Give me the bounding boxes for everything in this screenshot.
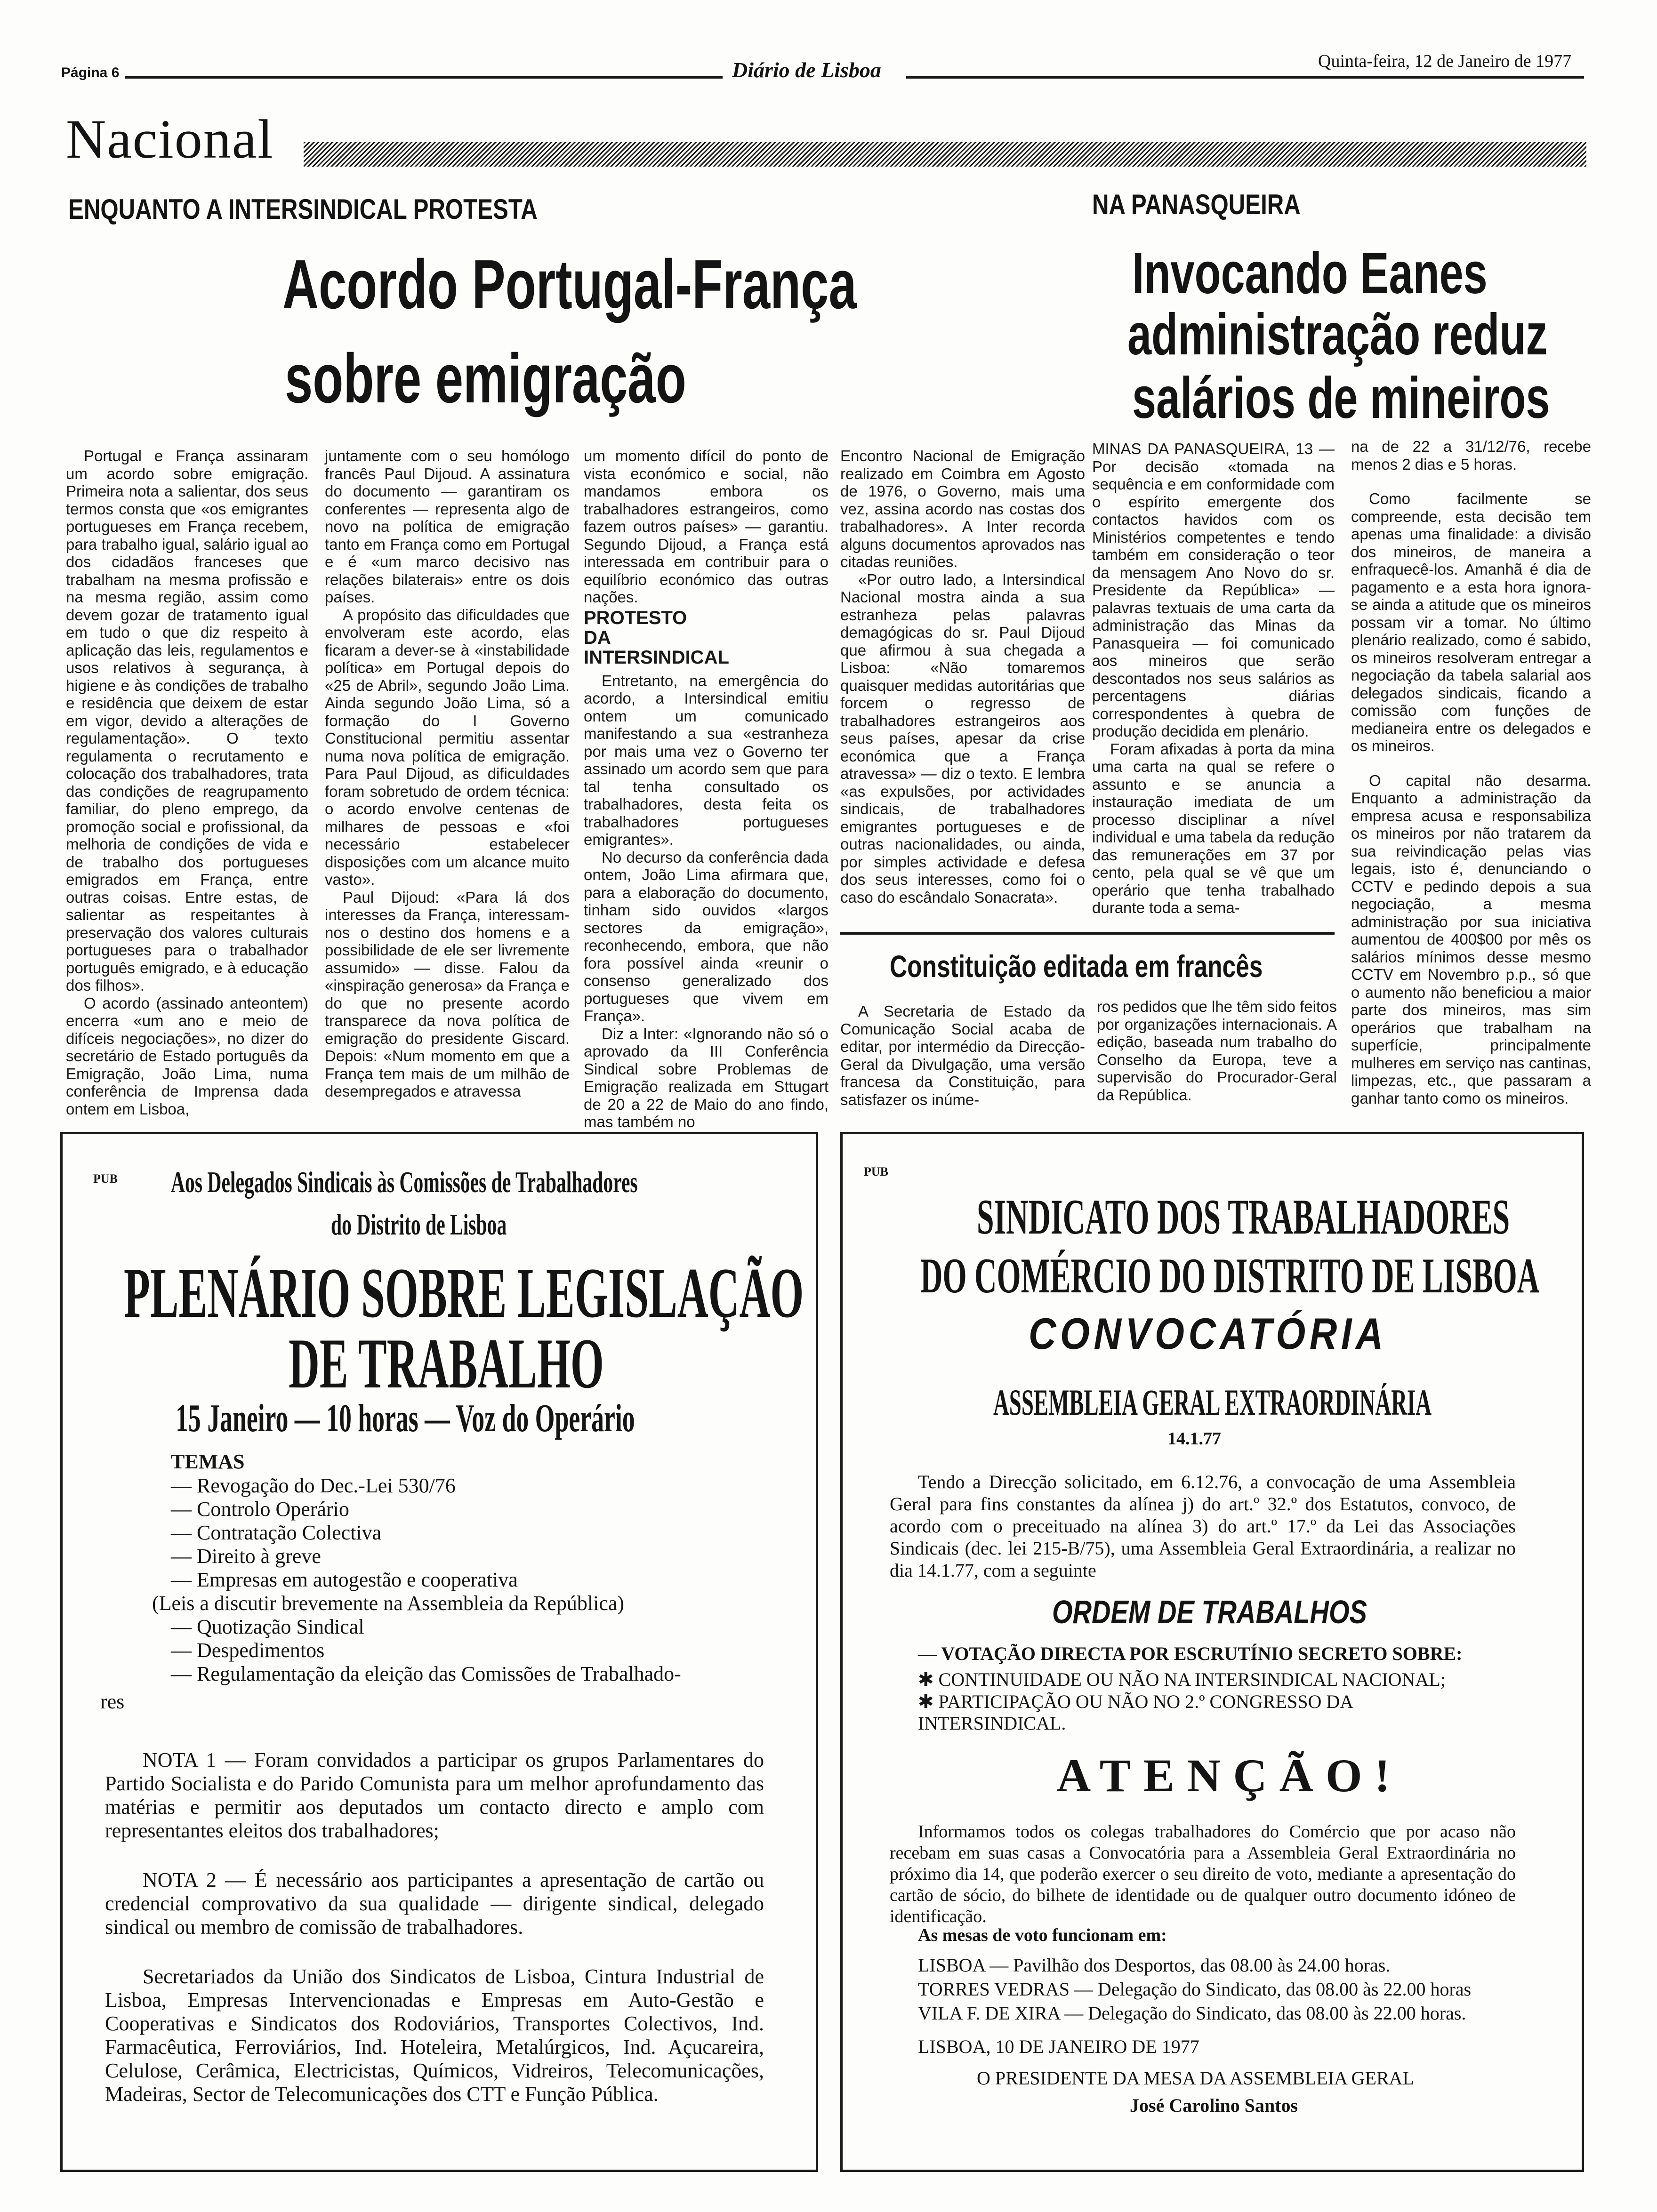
article-2-paragraph: na de 22 a 31/12/76, recebe menos 2 dias e 5 horas. <box>1351 438 1591 473</box>
right-ad-title-line1: SINDICATO DOS TRABALHADORES <box>977 1189 1510 1244</box>
article-3-column-2 <box>1097 998 1337 1104</box>
article-1-paragraph: juntamente com o seu homólogo francês Paul Dijoud. A assinatura do documento — garantiram os conferentes — representa algo de novo na política de emigração tanto em França como em Portugal e é «um marco decisivo nas relações bilaterais» entre os dois países. <box>325 447 570 606</box>
left-ad-when: 15 Janeiro — 10 horas — Voz do Operário <box>176 1396 635 1440</box>
article-2-paragraph: Foram afixadas à porta da mina uma carta na qual se refere o assunto e se anuncia a instauração imediata de um processo disciplinar a nível individual e uma tabela da redução das remunerações em 37 por cento, pela qual se vê que um operário que tenha trabalhado durante toda a sema- <box>1092 740 1335 916</box>
right-ad-place-date: LISBOA, 10 DE JANEIRO DE 1977 <box>918 2036 1199 2057</box>
right-ad-convocatoria: CONVOCATÓRIA <box>1029 1309 1387 1358</box>
masthead: Diário de Lisboa <box>732 58 881 82</box>
left-ad-tema: — Regulamentação da eleição das Comissões de Trabalhado- <box>171 1662 681 1685</box>
article-1-paragraph: Paul Dijoud: «Para lá dos interesses da França, interessam-nos o destino dos homens e a possibilidade de ele ser livremente assumido» — disse. Falou da «inspiração generosa» da França e do que no presente acordo transparece da nova política de emigração do presidente Giscard. Depois: «Num momento em que a França tem mais de um milhão de desempregados e atravessa <box>325 888 570 1100</box>
left-ad-tema: — Quotização Sindical <box>171 1615 364 1638</box>
right-ad-item-2: ✱ PARTICIPAÇÃO OU NÃO NO 2.º CONGRESSO DA INTERSINDICAL. <box>918 1691 1352 1734</box>
article-1-headline-line1: Acordo Portugal-França <box>282 246 857 323</box>
right-ad-signature-name: José Carolino Santos <box>1130 2095 1298 2116</box>
article-3-column-1 <box>840 1002 1085 1108</box>
article-1-paragraph: Entretanto, na emergência do acordo, a Intersindical emitiu ontem um comunicado manifestando a sua «estranheza por mais uma vez o Governo ter assinado um acordo sem que para tal tenha consultado os trabalhadores, desta feita os trabalhadores portugueses emigrantes». <box>584 672 828 848</box>
article-1-paragraph: O acordo (assinado anteontem) encerra «um ano e meio de difíceis negociações», no dizer do secretário de Estado português da Emigração, João Lima, numa conferência de Imprensa dada ontem em Lisboa, <box>66 994 308 1118</box>
left-ad-line2: do Distrito de Lisboa <box>331 1208 507 1241</box>
left-ad-title-line1: PLENÁRIO SOBRE LEGISLAÇÃO <box>124 1253 804 1332</box>
right-ad-mesas-list <box>918 1953 1471 2025</box>
article-1-column-2 <box>325 447 570 1100</box>
left-ad-tema: (Leis a discutir brevemente na Assembleia da República) <box>152 1592 625 1615</box>
right-ad-date: 14.1.77 <box>1167 1429 1221 1449</box>
left-ad-tema: — Despedimentos <box>171 1639 325 1662</box>
right-ad-pub-label: PUB <box>864 1165 888 1178</box>
left-ad-nota-1: NOTA 1 — Foram convidados a participar os grupos Parlamentares do Partido Socialista e do Parido Comunista para um melhor aprofundamento das matérias e permitir aos deputados um contacto directo e amplo com representantes eleitos dos trabalhadores; <box>105 1748 764 1842</box>
article-1-column-4 <box>840 447 1085 906</box>
article-2-paragraph: MINAS DA PANASQUEIRA, 13 — Por decisão «tomada na sequência e em conformidade com o espírito emergente dos contactos havidos com os Ministérios competentes e tendo também em consideração o teor da mensagem Ano Novo do sr. Presidente da República» — palavras textuais de uma carta da administração das Minas da Panasqueira — foi comunicado aos mineiros que serão descontados nos seus salários as percentagens diárias correspondentes à quebra de produção decidida em plenário. <box>1092 440 1335 740</box>
right-ad-intro: Tendo a Direcção solicitado, em 6.12.76, a convocação de uma Assembleia Geral para fins constantes da alínea j) do art.º 32.º dos Estatutos, convoco, de acordo com o preceituado na alínea 3) do art.º 17.º da Lei das Associações Sindicais (dec. lei 215-B/75), uma Assembleia Geral Extraordinária, a realizar no dia 14.1.77, com a seguinte <box>890 1471 1516 1581</box>
article-1-paragraph: um momento difícil do ponto de vista económico e social, não mandamos embora os trabalhadores estrangeiros, como fazem outros países» — garantiu. Segundo Dijoud, a França está interessada em contribuir para o equilíbrio económico das outras nações. <box>584 447 828 606</box>
left-ad-title-line2: DE TRABALHO <box>289 1324 604 1403</box>
right-ad-mesa: TORRES VEDRAS — Delegação do Sindicato, das 08.00 às 22.00 horas <box>918 1979 1472 2000</box>
article-2-paragraph: Como facilmente se compreende, esta decisão tem apenas uma finalidade: a divisão dos mineiros, de maneira a enfraquecê-los. Amanhã é dia de pagamento e a esta hora ignora-se ainda a atitude que os mineiros possam vir a tomar. No último plenário realizado, como é sabido, os mineiros resolveram entregar a negociação da tabela salarial aos delegados sindicais, ficando a comissão com funções de medianeira entre os delegados e os mineiros. <box>1351 490 1591 754</box>
right-ad-title-line2: DO COMÉRCIO DO DISTRITO DE LISBOA <box>920 1248 1540 1303</box>
article-2-headline-line1: Invocando Eanes <box>1132 241 1488 306</box>
right-ad-mesa: LISBOA — Pavilhão dos Desportos, das 08.00 às 24.00 horas. <box>918 1955 1391 1976</box>
article-1-paragraph: «Por outro lado, a Intersindical Nacional mostra ainda a sua estranheza pelas palavras demagógicas do sr. Paul Dijoud que afirmou à sua chegada a Lisboa: «Não tomaremos quaisquer medidas autoritárias que forcem o regresso de trabalhadores estrangeiros aos seus países, apesar da crise económica que a França atravessa» — diz o texto. E lembra «as expulsões, por actividades sindicais, de trabalhadores emigrantes portugueses e de outras nacionalidades, ou ainda, por simples actividade e defesa dos seus interesses, como foi o caso do escândalo Sonacrata». <box>840 570 1085 906</box>
right-ad-info: Informamos todos os colegas trabalhadores do Comércio que por acaso não recebam em suas casas a Convocatória para a Assembleia Geral Extraordinária no próximo dia 14, que poderão exercer o seu direito de voto, mediante a apresentação do cartão de sócio, do bilhete de identidade ou de qualquer outro documento idóneo de identificação. <box>890 1822 1516 1926</box>
left-ad-nota-2: NOTA 2 — É necessário aos participantes a apresentação de cartão ou credencial comprovativo da sua qualidade — dirigente sindical, delegado sindical ou membro de comissão de trabalhadores. <box>105 1868 764 1939</box>
article-2-headline-line3: salários de mineiros <box>1132 366 1550 431</box>
left-ad-footer: Secretariados da União dos Sindicatos de Lisboa, Cintura Industrial de Lisboa, Empresas Intervencionadas e Empresas em Auto-Gestão e Cooperativas e Sindicatos dos Rodoviários, Transportes Colectivos, Ind. Farmacêutica, Ferroviários, Ind. Hoteleira, Metalúrgicos, Ind. Açucareira, Celulose, Cerâmica, Electricistas, Químicos, Vidreiros, Telecomunicações, Madeiras, Sector de Telecomunicações dos CTT e Função Pública. <box>105 1965 764 2106</box>
right-ad-signature-title: O PRESIDENTE DA MESA DA ASSEMBLEIA GERAL <box>977 2068 1414 2089</box>
article-2-column-1 <box>1092 440 1335 917</box>
article-1-column-1 <box>66 447 308 1118</box>
article-1-subhead: PROTESTO DA INTERSINDICAL <box>584 607 729 668</box>
article-3-paragraph: A Secretaria de Estado da Comunicação Social acaba de editar, por intermédio da Direcção-Geral da Divulgação, uma versão francesa da Constituição, para satisfazer os inúme- <box>840 1002 1085 1108</box>
left-ad-tema: — Empresas em autogestão e cooperativa <box>171 1568 518 1591</box>
right-ad-item-1: ✱ CONTINUIDADE OU NÃO NA INTERSINDICAL NACIONAL; <box>918 1669 1446 1690</box>
header-rule-right <box>906 76 1584 79</box>
left-advertisement <box>60 1132 818 2172</box>
article-3-top-rule <box>840 932 1335 935</box>
article-1-kicker: ENQUANTO A INTERSINDICAL PROTESTA <box>68 193 538 225</box>
right-ad-votacao: — VOTAÇÃO DIRECTA POR ESCRUTÍNIO SECRETO SOBRE: <box>918 1643 1463 1664</box>
article-2-column-2 <box>1351 438 1591 1107</box>
article-1-headline-line2: sobre emigração <box>285 340 686 417</box>
header-date: Quinta-feira, 12 de Janeiro de 1977 <box>1318 51 1572 71</box>
header-rule-left <box>125 76 723 79</box>
left-ad-temas-list <box>147 1474 681 1686</box>
article-1-paragraph: Portugal e França assinaram um acordo sobre emigração. Primeira nota a salientar, dos seus termos consta que «os emigrantes portugueses em França recebem, para trabalho igual, salário igual ao dos cidadãos franceses que trabalham na mesma profissão e na mesma região, assim como devem gozar de tratamento igual em tudo o que diz respeito à aplicação das leis, regulamentos e usos relativos à segurança, à higiene e às condições de trabalho e residência que deixem de estar em vigor, devido a alterações de regulamentação». O texto regulamenta o recrutamento e colocação dos trabalhadores, trata das condições de reagrupamento familiar, do pleno emprego, da promoção social e profissional, da melhoria de condições de vida e de trabalho dos portugueses emigrados em França, entre outras coisas. Entre estas, de salientar as respeitantes à preservação dos valores culturais portugueses para o trabalhador português emigrado, e à educação dos filhos». <box>66 447 308 994</box>
right-ad-ordem: ORDEM DE TRABALHOS <box>1052 1594 1367 1630</box>
article-2-paragraph: O capital não desarma. Enquanto a administração da empresa acusa e responsabiliza os mineiros por não tratarem da sua reivindicação pelas vias legais, isto é, denunciando o CCTV e pedindo depois a sua negociação, a mesma administração por sua iniciativa aumentou de 400$00 por mês os salários mínimos desse mesmo CCTV em Novembro p.p., só que o aumento não beneficiou a maior parte dos mineiros, mas sim operários que trabalham na superfície, principalmente mulheres em serviço nas cantinas, limpezas, etc., que passaram a ganhar tanto como os mineiros. <box>1351 771 1591 1107</box>
right-ad-atencao: ATENÇÃO! <box>1057 1749 1402 1802</box>
right-advertisement <box>840 1132 1584 2172</box>
right-ad-assembleia: ASSEMBLEIA GERAL EXTRAORDINÁRIA <box>993 1382 1432 1423</box>
left-ad-tema: — Contratação Colectiva <box>171 1521 382 1544</box>
page-number: Página 6 <box>61 65 120 80</box>
article-1-paragraph: No decurso da conferência dada ontem, João Lima afirmara que, para a elaboração do documento, tinham sido ouvidos «largos sectores da emigração», reconhecendo, embora, que não fora possível ainda «reunir o consenso generalizado dos portugueses que vivem em França». <box>584 848 828 1025</box>
article-2-kicker: NA PANASQUEIRA <box>1092 189 1301 220</box>
left-ad-temas-tail: res <box>100 1690 125 1713</box>
left-ad-tema: — Controlo Operário <box>171 1498 349 1521</box>
article-1-paragraph: Diz a Inter: «Ignorando não só o aprovado da III Conferência Sindical sobre Problemas de Emigração realizada em Sttugart de 20 a 22 de Maio do ano findo, mas também no <box>584 1025 828 1130</box>
left-ad-pub-label: PUB <box>93 1172 118 1186</box>
right-ad-mesas-label: As mesas de voto funcionam em: <box>918 1925 1167 1945</box>
article-1-column-3 <box>584 447 828 1131</box>
section-hatch <box>304 142 1586 167</box>
article-3-paragraph: ros pedidos que lhe têm sido feitos por organizações internacionais. A edição, baseada num trabalho do Conselho da Europa, teve a supervisão do Procurador-Geral da República. <box>1097 998 1337 1104</box>
left-ad-temas-label: TEMAS <box>171 1450 245 1473</box>
section-title: Nacional <box>66 108 274 170</box>
article-3-headline: Constituição editada em francês <box>890 949 1263 984</box>
right-ad-mesa: VILA F. DE XIRA — Delegação do Sindicato, das 08.00 às 22.00 horas. <box>918 2003 1466 2024</box>
left-ad-tema: — Revogação do Dec.-Lei 530/76 <box>171 1474 456 1497</box>
article-2-headline-line2: administração reduz <box>1127 302 1548 367</box>
article-1-paragraph: A propósito das dificuldades que envolveram este acordo, elas ficaram a dever-se à «instabilidade política» em Portugal depois do «25 de Abril», segundo João Lima. Ainda segundo João Lima, só a formação do I Governo Constitucional permitiu assentar numa nova política de emigração. Para Paul Dijoud, as dificuldades foram sobretudo de ordem técnica: o acordo envolve centenas de milhares de pessoas e «foi necessário estabelecer disposições com um alcance muito vasto». <box>325 606 570 888</box>
left-ad-tema: — Direito à greve <box>171 1545 321 1568</box>
left-ad-line1: Aos Delegados Sindicais às Comissões de Trabalhadores <box>171 1165 638 1199</box>
article-1-paragraph: Encontro Nacional de Emigração realizado em Coimbra em Agosto de 1976, o Governo, mais uma vez, assina acordo nas costas dos trabalhadores». A Inter recorda alguns documentos aprovados nas citadas reuniões. <box>840 447 1085 570</box>
